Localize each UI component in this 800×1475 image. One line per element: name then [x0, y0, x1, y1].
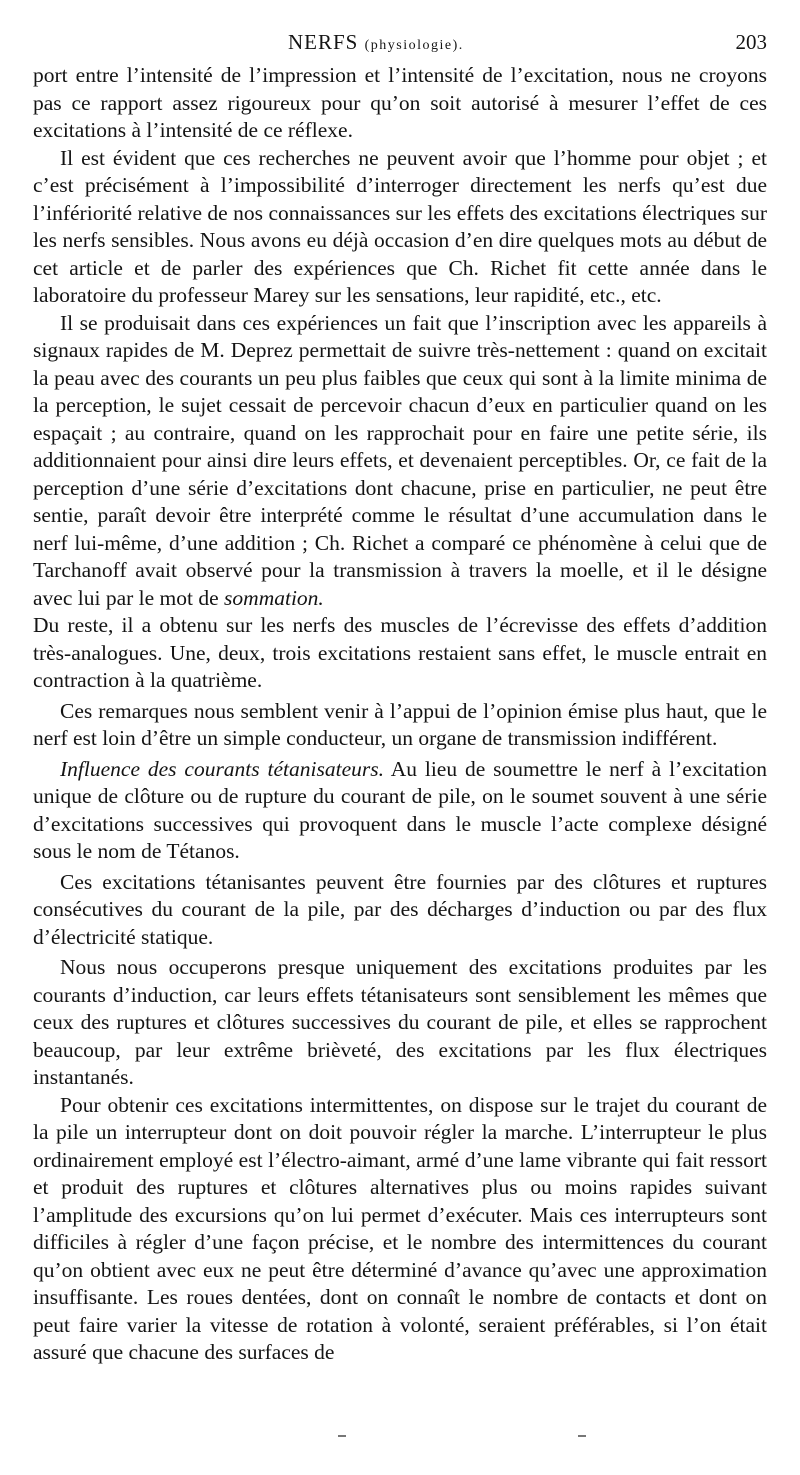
paragraph: Du reste, il a obtenu sur les nerfs des muscles de l’écrevisse des effets d’addition très-analogues. Une, deux, trois excitations restaient sans effet, le muscle entrait en contraction à la quatrième. [33, 613, 767, 692]
paragraph: port entre l’intensité de l’impression et l’intensité de l’excitation, nous ne croyons pas ce rapport assez rigoureux pour qu’on soit autorisé à mesurer l’effet de ces excitations à l’intensité de ce réflexe. [33, 63, 767, 142]
paragraph: Il est évident que ces recherches ne peuvent avoir que l’homme pour objet ; et c’est précisément à l’impossibilité d’interroger directement les nerfs qu’est due l’infériorité relative de nos connaissances sur les effets des excitations électriques sur les nerfs sensibles. Nous avons eu déjà occasion d’en dire quelques mots au début de cet article et de parler des expériences que Ch. Richet fit cette année dans le laboratoire du professeur Marey sur les sensations, leur rapidité, etc., etc. [33, 145, 767, 307]
running-head [288, 30, 464, 55]
running-head-title: NERFS [288, 30, 359, 54]
footer-marks [0, 1435, 800, 1447]
paragraph [33, 310, 767, 613]
paragraph: Pour obtenir ces excitations intermittentes, on dispose sur le trajet du courant de la pile un interrupteur dont on doit pouvoir régler la marche. L’interrupteur le plus ordinairement employé est l’électro-aimant, armé d’une lame vibrante qui fait ressort et produit des ruptures et clôtures alternatives plus ou moins rapides suivant l’amplitude des excursions qu’on lui permet d’exécuter. Mais ces interrupteurs sont difficiles à régler d’une façon précise, et le nombre des intermittences du courant qu’on obtient avec eux ne peut être déterminé d’avance qu’avec une approximation insuffisante. Les roues dentées, dont on connaît le nombre de contacts et dont on peut faire varier la vitesse de rotation à volonté, seraient préférables, si l’on était assuré que chacune des surfaces de [33, 1092, 767, 1364]
paragraph: Nous nous occuperons presque uniquement des excitations produites par les courants d’induction, car leurs effets tétanisateurs sont sensiblement les mêmes que ceux des ruptures et clôtures successives du courant de pile, et elles se rapprochent beaucoup, par leur extrême brièveté, des excitations par les flux électriques instantanés. [33, 955, 767, 1089]
section-heading: Influence des courants tétanisateurs. [60, 756, 384, 781]
running-head-subtitle: (physiologie). [364, 38, 464, 53]
footer-dash [578, 1435, 586, 1437]
page-header [0, 30, 800, 58]
body-text [33, 62, 767, 1367]
paragraph: Ces excitations tétanisantes peuvent être fournies par des clôtures et ruptures consécutives du courant de la pile, par des décharges d’induction ou par des flux d’électricité statique. [33, 869, 767, 949]
italic-term: sommation. [224, 585, 324, 610]
paragraph: Ces remarques nous semblent venir à l’appui de l’opinion émise plus haut, que le nerf est loin d’être un simple conducteur, un organe de transmission indifférent. [33, 698, 767, 750]
paragraph [33, 756, 767, 866]
page-number: 203 [735, 30, 767, 54]
paragraph-text: Au lieu de soumettre le nerf à l’excitation unique de clôture ou de rupture du courant de pile, on le soumet souvent à une série d’excitations successives qui provoquent dans le muscle l’acte complexe désigné sous le nom de Tétanos. [33, 756, 767, 863]
footer-dash [338, 1435, 346, 1437]
paragraph-text: Il se produisait dans ces expériences un fait que l’inscription avec les appareils à signaux rapides de M. Deprez permettait de suivre très-nettement : quand on excitait la peau avec des courants un peu plus faibles que ceux qui sont à la limite minima de la perception, le sujet cessait de percevoir chacun d’eux en particulier quand on les espaçait ; au contraire, quand on les rapprochait pour en faire une petite série, ils additionnaient pour ainsi dire leurs effets, et devenaient perceptibles. Or, ce fait de la perception d’une série d’excitations dont chacune, prise en particulier, ne peut être sentie, paraît devoir être interprété comme le résultat d’une accumulation dans le nerf lui-même, d’une addition ; Ch. Richet a comparé ce phénomène à celui que de Tarchanoff avait observé pour la transmission à travers la moelle, et il le désigne avec lui par le mot de [33, 310, 767, 610]
